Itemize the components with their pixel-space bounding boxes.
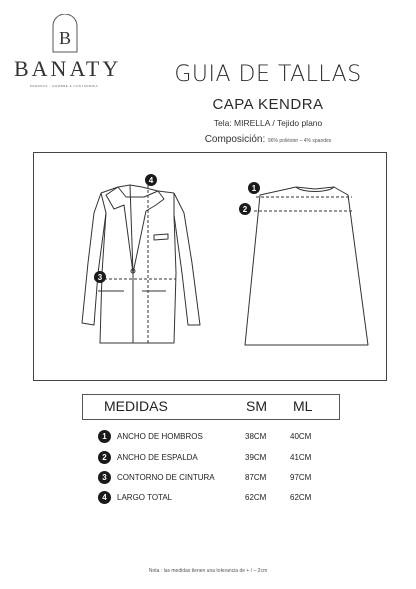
back-view-drawing — [242, 187, 368, 345]
row-label: CONTORNO DE CINTURA — [117, 473, 215, 482]
technical-drawing — [33, 152, 387, 381]
row-label: ANCHO DE HOMBROS — [117, 432, 203, 441]
table-row — [98, 471, 338, 489]
row-label: LARGO TOTAL — [117, 493, 173, 502]
page-title: GUIA DE TALLAS — [174, 62, 362, 87]
product-name: CAPA KENDRA — [212, 96, 324, 113]
row-value-ml: 62CM — [290, 493, 312, 502]
composition-info — [120, 134, 416, 145]
monogram-b-icon — [50, 14, 80, 54]
fabric-info: Tela: MIRELLA / Tejido plano — [213, 118, 323, 128]
header-measures: MEDIDAS — [104, 398, 168, 414]
table-row — [98, 430, 338, 448]
composition-value: 96% poliéster – 4% spandex — [267, 138, 332, 144]
table-row — [98, 451, 338, 469]
monogram-letter: B — [58, 28, 72, 48]
row-value-ml: 41CM — [290, 453, 312, 462]
header-size-ml: ML — [293, 398, 313, 414]
svg-text:3: 3 — [97, 273, 103, 282]
row-value-sm: 39CM — [245, 453, 267, 462]
composition-label: Composición: — [204, 134, 266, 145]
row-value-sm: 62CM — [245, 493, 267, 502]
marker-1 — [248, 182, 260, 194]
svg-text:4: 4 — [148, 176, 154, 185]
row-value-sm: 87CM — [245, 473, 267, 482]
marker-3 — [94, 271, 106, 283]
row-number-badge: 4 — [98, 491, 111, 504]
svg-text:1: 1 — [251, 184, 257, 193]
front-view-drawing — [82, 185, 200, 343]
brand-tagline: PRENDAS - HOMBRE & COSTURERIA — [29, 84, 99, 88]
brand-name: BANATY — [14, 56, 122, 81]
marker-4 — [145, 174, 157, 186]
tolerance-note: Nota : las medidas tienen una tolerancia de + / – 2cm — [148, 568, 268, 574]
row-value-ml: 40CM — [290, 432, 312, 441]
row-number-badge: 2 — [98, 451, 111, 464]
row-value-ml: 97CM — [290, 473, 312, 482]
brand-logo — [14, 14, 122, 90]
row-value-sm: 38CM — [245, 432, 267, 441]
row-number-badge: 1 — [98, 430, 111, 443]
marker-2 — [239, 203, 251, 215]
svg-text:2: 2 — [242, 205, 248, 214]
row-number-badge: 3 — [98, 471, 111, 484]
table-row — [98, 491, 338, 509]
row-label: ANCHO DE ESPALDA — [117, 453, 198, 462]
header-size-sm: SM — [246, 398, 267, 414]
